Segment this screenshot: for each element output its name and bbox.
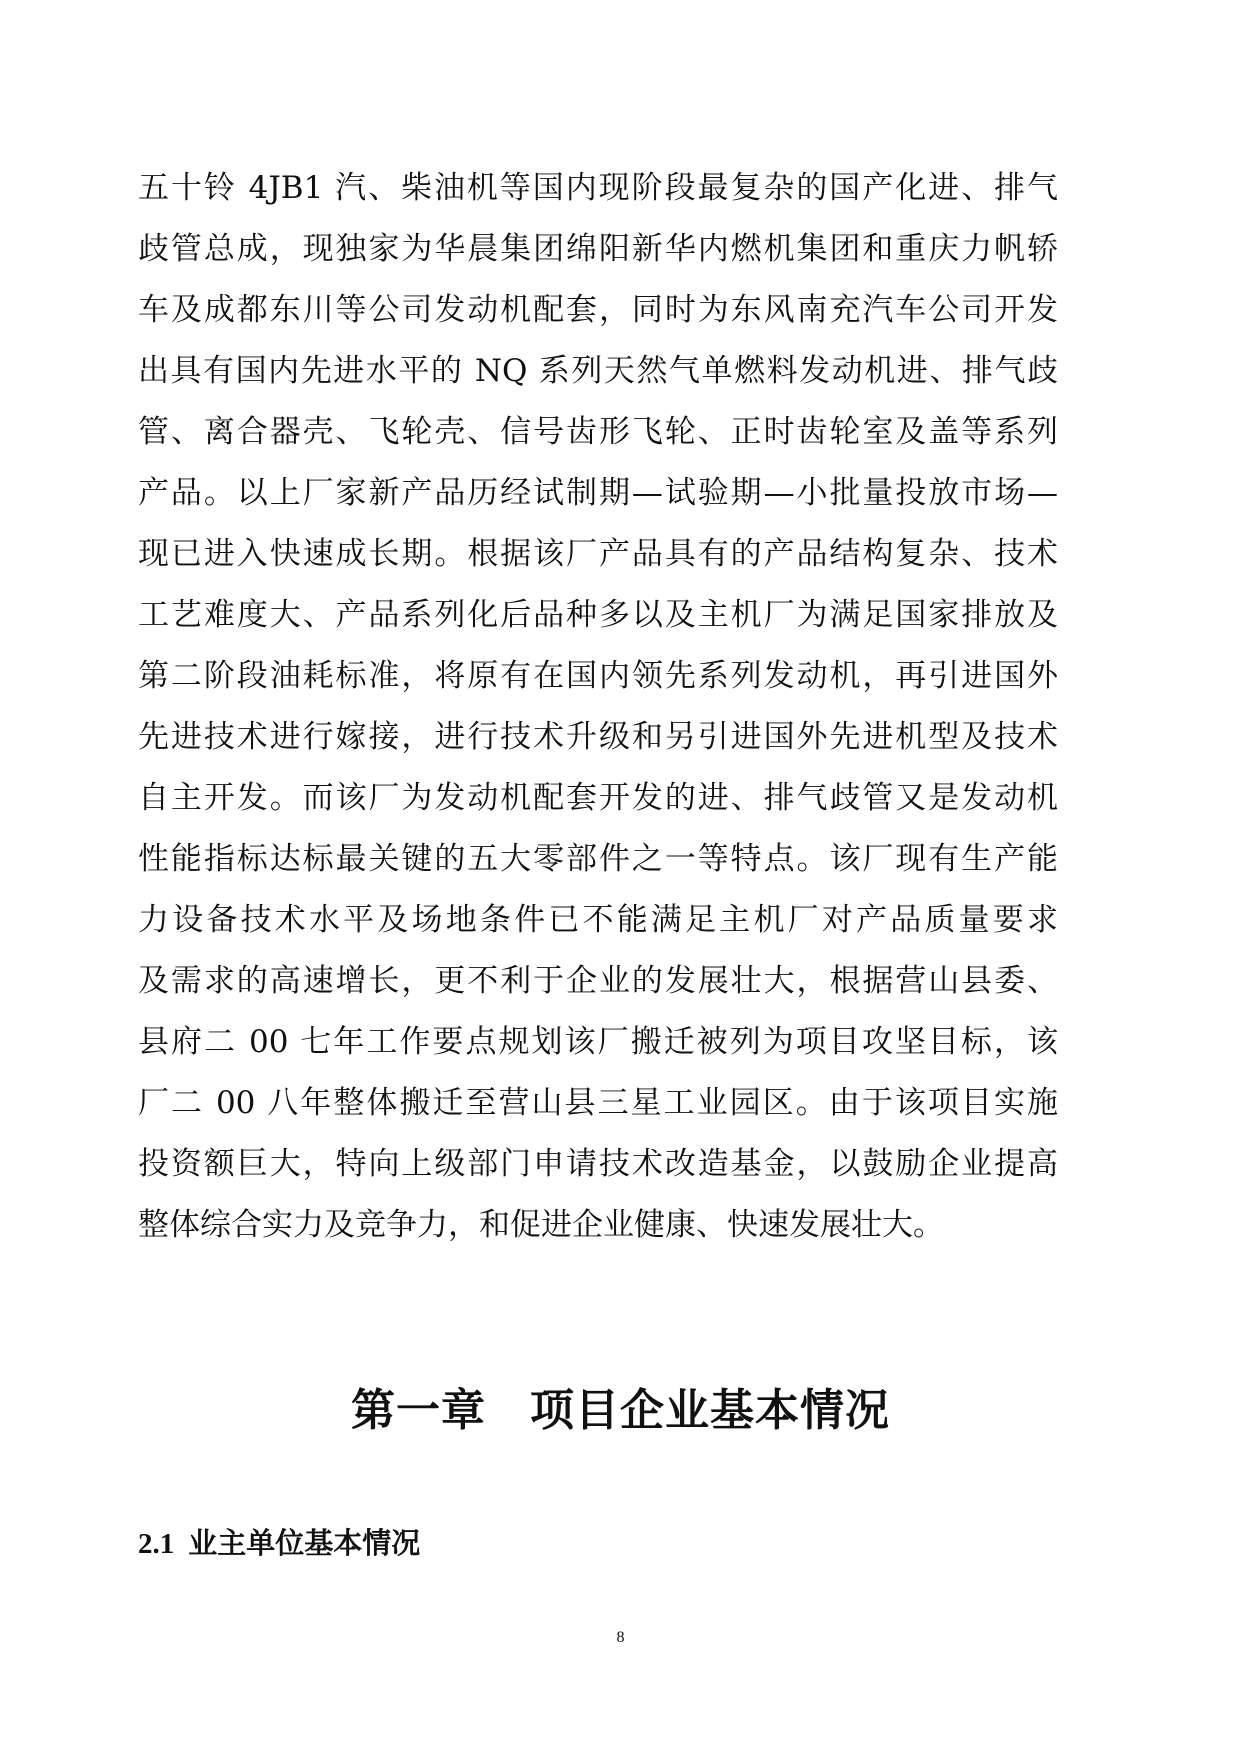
body-line: 歧管总成，现独家为华晨集团绵阳新华内燃机集团和重庆力帆轿	[138, 231, 1058, 267]
section-title: 业主单位基本情况	[188, 1526, 421, 1560]
body-line: 县府二 00 七年工作要点规划该厂搬迁被列为项目攻坚目标，该	[138, 1024, 1058, 1060]
body-line: 自主开发。而该厂为发动机配套开发的进、排气歧管又是发动机	[138, 780, 1058, 816]
body-line: 车及成都东川等公司发动机配套，同时为东风南充汽车公司开发	[138, 292, 1058, 328]
chapter-label: 第一章	[351, 1385, 486, 1436]
body-line: 管、离合器壳、飞轮壳、信号齿形飞轮、正时齿轮室及盖等系列	[138, 414, 1058, 450]
body-line: 五十铃 4JB1 汽、柴油机等国内现阶段最复杂的国产化进、排气	[138, 170, 1058, 206]
page-number: 8	[616, 1629, 625, 1646]
body-line: 力设备技术水平及场地条件已不能满足主机厂对产品质量要求	[138, 902, 1058, 938]
body-line: 厂二 00 八年整体搬迁至营山县三星工业园区。由于该项目实施	[138, 1085, 1058, 1121]
body-line: 整体综合实力及竞争力，和促进企业健康、快速发展壮大。	[138, 1207, 944, 1243]
body-line: 产品。以上厂家新产品历经试制期—试验期—小批量投放市场—	[138, 475, 1058, 511]
body-line: 先进技术进行嫁接，进行技术升级和另引进国外先进机型及技术	[138, 719, 1058, 755]
body-line: 出具有国内先进水平的 NQ 系列天然气单燃料发动机进、排气歧	[138, 353, 1058, 389]
body-line: 性能指标达标最关键的五大零部件之一等特点。该厂现有生产能	[138, 841, 1058, 877]
body-line: 第二阶段油耗标准，将原有在国内领先系列发动机，再引进国外	[138, 658, 1058, 694]
chapter-title-text: 项目企业基本情况	[530, 1385, 890, 1436]
section-number: 2.1	[138, 1528, 175, 1560]
body-line: 投资额巨大，特向上级部门申请技术改造基金，以鼓励企业提高	[138, 1146, 1058, 1182]
body-line: 及需求的高速增长，更不利于企业的发展壮大，根据营山县委、	[138, 963, 1058, 999]
body-paragraph	[138, 158, 1058, 1256]
section-heading	[138, 1523, 420, 1564]
body-line: 工艺难度大、产品系列化后品种多以及主机厂为满足国家排放及	[138, 597, 1058, 633]
chapter-title	[0, 1381, 1241, 1441]
body-line: 现已进入快速成长期。根据该厂产品具有的产品结构复杂、技术	[138, 536, 1058, 572]
